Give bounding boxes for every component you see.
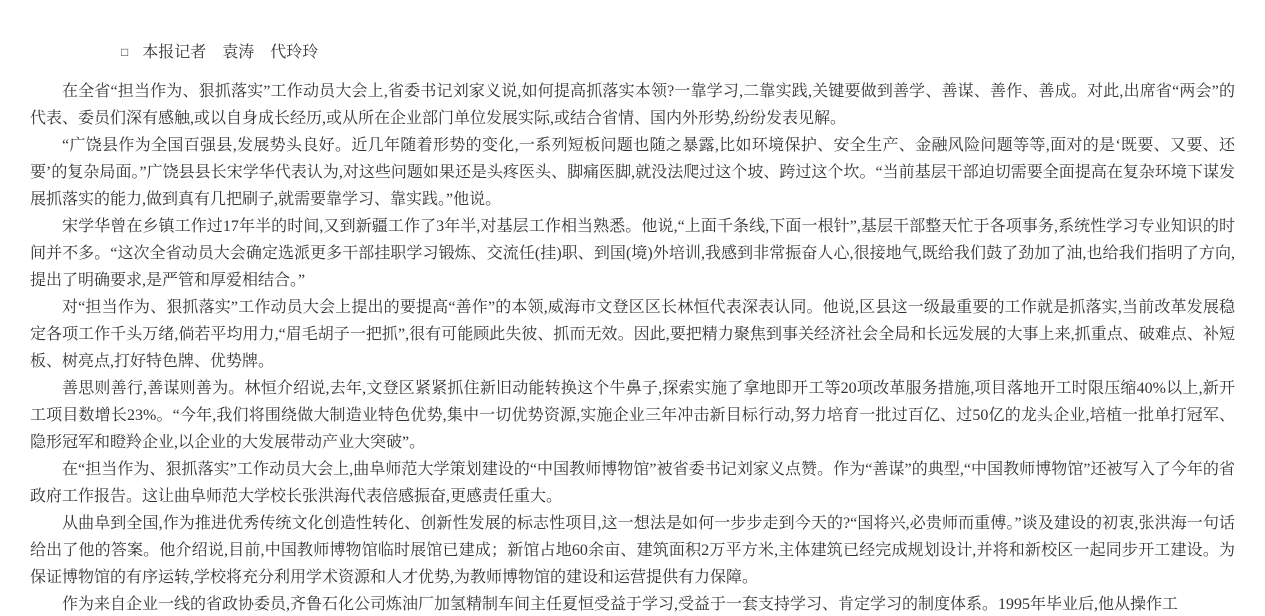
article-paragraph: 宋学华曾在乡镇工作过17年半的时间,又到新疆工作了3年半,对基层工作相当熟悉。他说,“上面千条线,下面一根针”,基层干部整天忙于各项事务,系统性学习专业知识的时间并不多。“这次全省动员大会确定选派更多干部挂职学习锻炼、交流任(挂)职、到国(境)外培训,我感到非常振奋人心,很接地气,既给我们鼓了劲加了油,也给我们指明了方向,提出了明确要求,是严管和厚爱相结合。” [30, 218, 1235, 289]
byline-text: 本报记者 袁涛 代玲玲 [142, 44, 319, 61]
square-bullet-icon: □ [121, 45, 129, 59]
article-paragraph: 作为来自企业一线的省政协委员,齐鲁石化公司炼油厂加氢精制车间主任夏恒受益于学习,受益于一套支持学习、肯定学习的制度体系。1995年毕业后,他从操作工 [62, 596, 1179, 613]
article-paragraph: 从曲阜到全国,作为推进优秀传统文化创造性转化、创新性发展的标志性项目,这一想法是如何一步步走到今天的?“国将兴,必贵师而重傅。”谈及建设的初衷,张洪海一句话给出了他的答案。他介绍说,目前,中国教师博物馆临时展馆已建成；新馆占地60余亩、建筑面积2万平方米,主体建筑已经完成规划设计,并将和新校区一起同步开工建设。为保证博物馆的有序运转,学校将充分利用学术资源和人才优势,为教师博物馆的建设和运营提供有力保障。 [30, 515, 1235, 586]
article-paragraph: 在“担当作为、狠抓落实”工作动员大会上,曲阜师范大学策划建设的“中国教师博物馆”被省委书记刘家义点赞。作为“善谋”的典型,“中国教师博物馆”还被写入了今年的省政府工作报告。这让曲阜师范大学校长张洪海代表倍感振奋,更感责任重大。 [30, 461, 1235, 505]
article-body [30, 78, 1235, 616]
article-paragraph: 在全省“担当作为、狠抓落实”工作动员大会上,省委书记刘家义说,如何提高抓落实本领?一靠学习,二靠实践,关键要做到善学、善谋、善作、善成。对此,出席省“两会”的代表、委员们深有感触,或以自身成长经历,或从所在企业部门单位发展实际,或结合省情、国内外形势,纷纷发表见解。 [30, 83, 1235, 127]
article-paragraph: 对“担当作为、狠抓落实”工作动员大会上提出的要提高“善作”的本领,威海市文登区区长林恒代表深表认同。他说,区县这一级最重要的工作就是抓落实,当前改革发展稳定各项工作千头万绪,倘若平均用力,“眉毛胡子一把抓”,很有可能顾此失彼、抓而无效。因此,要把精力聚焦到事关经济社会全局和长远发展的大事上来,抓重点、破难点、补短板、树亮点,打好特色牌、优势牌。 [30, 299, 1235, 370]
article-paragraph: “广饶县作为全国百强县,发展势头良好。近几年随着形势的变化,一系列短板问题也随之暴露,比如环境保护、安全生产、金融风险问题等等,面对的是‘既要、又要、还要’的复杂局面。”广饶县县长宋学华代表认为,对这些问题如果还是头疼医头、脚痛医脚,就没法爬过这个坡、跨过这个坎。“当前基层干部迫切需要全面提高在复杂环境下谋发展抓落实的能力,做到真有几把刷子,就需要靠学习、靠实践。”他说。 [30, 137, 1235, 208]
byline [30, 28, 1235, 61]
article-paragraph: 善思则善行,善谋则善为。林恒介绍说,去年,文登区紧紧抓住新旧动能转换这个牛鼻子,探索实施了拿地即开工等20项改革服务措施,项目落地开工时限压缩40%以上,新开工项目数增长23%。“今年,我们将围绕做大制造业特色优势,集中一切优势资源,实施企业三年冲击新目标行动,努力培育一批过百亿、过50亿的龙头企业,培植一批单打冠军、隐形冠军和瞪羚企业,以企业的大发展带动产业大突破”。 [30, 380, 1235, 451]
